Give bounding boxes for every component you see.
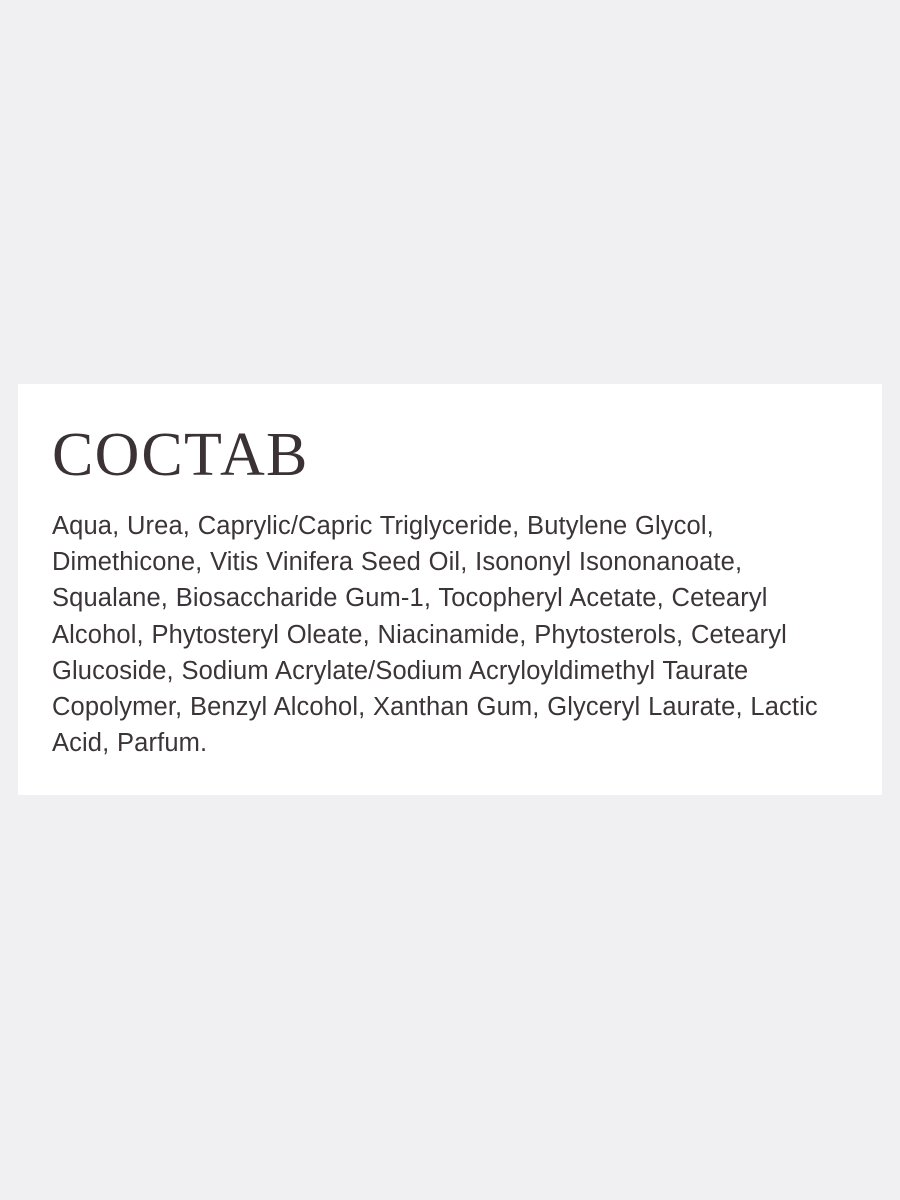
page-title: СОСТАВ [52, 421, 309, 489]
ingredients-list-text: Aqua, Urea, Caprylic/Capric Triglyceride, Butylene Glycol, Dimethicone, Vitis Vinifera Seed Oil, Isononyl Isononanoate, Squalane, Biosaccharide Gum-1, Tocopheryl Acetate, Cetearyl Alcohol, Phytosteryl Oleate, Niacinamide, Phytosterols, Cetearyl Glucoside, Sodium Acrylate/Sodium Acryloyldimethyl Taurate Copolymer, Benzyl Alcohol, Xanthan Gum, Glyceryl Laurate, Lactic Acid, Parfum. [52, 512, 818, 758]
ingredients-card [18, 384, 882, 795]
